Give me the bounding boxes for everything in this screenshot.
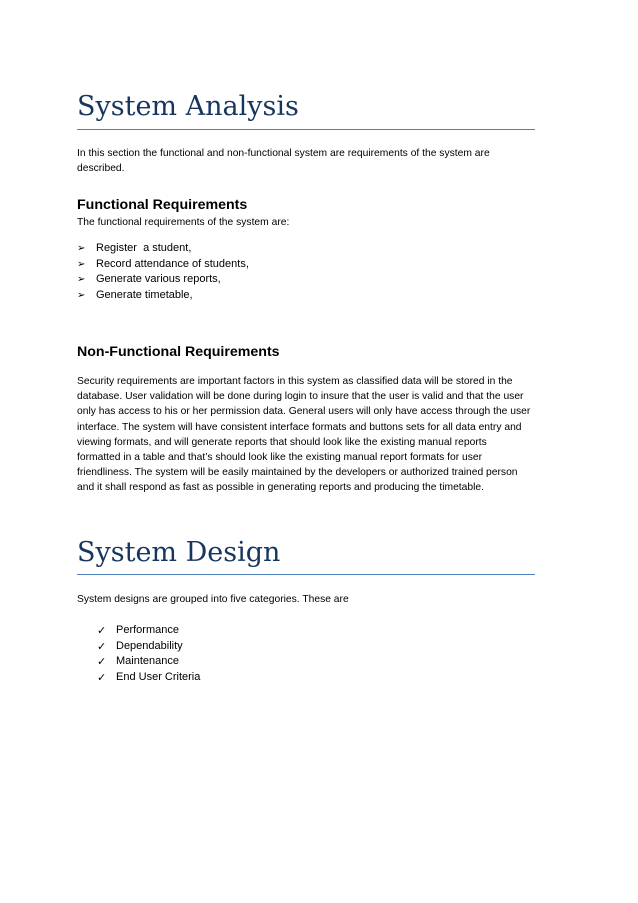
body-line: friendliness. The system will be easily maintained by the developers or authorized trained person — [77, 467, 518, 479]
system-analysis-intro — [77, 146, 490, 176]
checkmark-bullet-icon: ✓ — [97, 639, 107, 653]
arrow-bullet-icon: ➢ — [77, 258, 86, 270]
list-item: ✓ End User Criteria — [97, 670, 201, 684]
body-line: Security requirements are important factors in this system as classified data will be stored in the — [77, 376, 513, 387]
non-functional-requirements-body — [77, 374, 530, 496]
list-item: ✓ Dependability — [97, 639, 183, 653]
system-analysis-heading: System Analysis — [77, 91, 299, 122]
checkmark-bullet-icon: ✓ — [97, 670, 107, 684]
arrow-bullet-icon: ➢ — [77, 289, 86, 301]
system-design-rule — [77, 574, 535, 575]
body-line: viewing formats, and will generate reports that should look like the existing manual reports — [77, 436, 487, 448]
non-functional-requirements-heading: Non-Functional Requirements — [77, 344, 280, 360]
body-line: only has access to his or her permission data. General users will only have access through the user — [77, 406, 531, 418]
list-item: ➢ Generate timetable, — [77, 288, 249, 304]
system-design-intro: System designs are grouped into five categories. These are — [77, 594, 349, 605]
body-line: and it shall respond as fast as possible in generating reports and producing the timetable. — [77, 482, 484, 494]
body-line: interface. The system will have consistent interface formats and buttons sets for all data entry and — [77, 421, 522, 433]
list-item: ➢ Register a student, — [77, 241, 249, 257]
list-item: ➢ Record attendance of students, — [77, 257, 249, 273]
list-item: ✓ Performance — [97, 624, 179, 637]
list-item: ✓ Maintenance — [97, 655, 179, 668]
functional-requirements-intro: The functional requirements of the system are: — [77, 217, 290, 228]
intro-line: described. — [77, 163, 125, 175]
system-design-heading: System Design — [77, 537, 281, 568]
body-line: formatted in a table and that’s should look like the existing manual report formats for user — [77, 452, 483, 464]
arrow-bullet-icon: ➢ — [77, 243, 86, 254]
checkmark-bullet-icon: ✓ — [97, 624, 107, 637]
system-design-list — [97, 623, 200, 685]
arrow-bullet-icon: ➢ — [77, 274, 86, 285]
body-line: database. User validation will be done during login to insure that the user is valid and that the user — [77, 391, 524, 403]
list-item: ➢ Generate various reports, — [77, 272, 249, 288]
functional-requirements-heading: Functional Requirements — [77, 197, 248, 213]
intro-line: In this section the functional and non-functional system are requirements of the system are — [77, 148, 490, 159]
functional-requirements-list — [77, 241, 249, 303]
checkmark-bullet-icon: ✓ — [97, 655, 107, 668]
system-analysis-rule — [77, 129, 535, 130]
